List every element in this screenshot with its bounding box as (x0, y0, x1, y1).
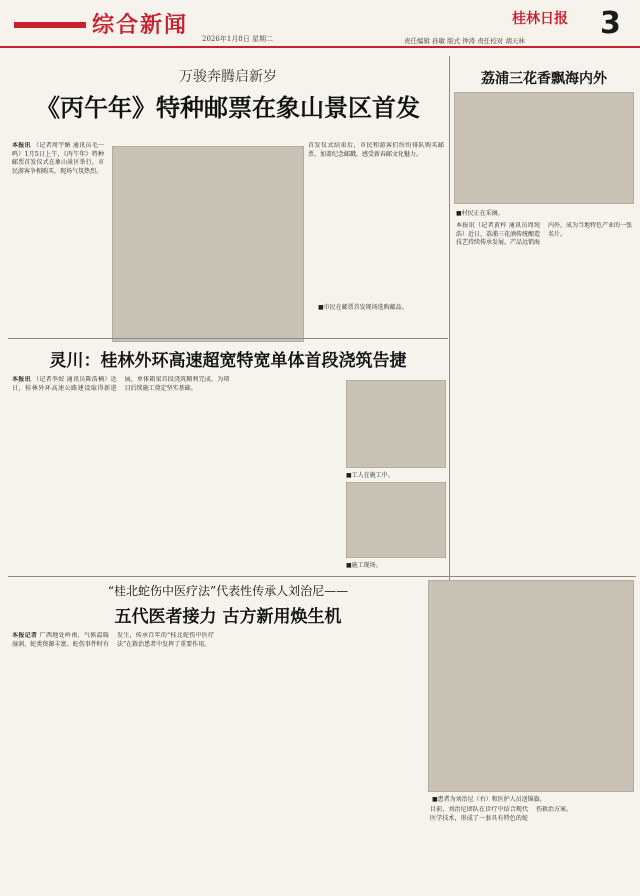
photo-caption: ■市民在邮票首发现场选购邮品。 (318, 304, 408, 311)
article-byline: 本报讯 (12, 142, 31, 149)
article-stamp-launch (8, 56, 448, 338)
article-headline: 荔浦三花香飘海内外 (481, 71, 607, 87)
date-line: 2026年1月8日 星期二 (202, 35, 273, 43)
article-paragraph: 本报讯（记者黄梓 通讯员周纯浩）近日，荔浦三花酒传统酿造技艺持续传承发展，产品远销海内外，成为当地特色产业的一张名片。 (456, 222, 632, 247)
section-bar (14, 22, 86, 28)
article-headline: 五代医者接力 古方新用焕生机 (114, 607, 342, 627)
section-divider (8, 338, 448, 339)
article-paragraph: （记者李姣 通讯员陈浩楠）近日，桂林外环高速公路建设取得新进展，单体箱梁首段浇筑顺利完成，为项目后续施工奠定坚实基础。 (12, 376, 230, 392)
article-photo (112, 146, 304, 342)
photo-caption: ■施工现场。 (346, 562, 382, 569)
page-number: 3 (600, 6, 621, 41)
section-divider (8, 576, 636, 577)
article-byline: 本报讯 (12, 376, 31, 383)
article-paragraph: 目前，刘治尼团队在诊疗中结合现代医学技术，形成了一套具有特色的蛇伤救治方案。 (430, 806, 573, 822)
credits: 责任编辑 孙敏 版式 钟涛 责任校对 胡天林 (404, 37, 525, 45)
article-kicker: “桂北蛇伤中医疗法”代表性传承人刘治尼—— (107, 584, 349, 598)
article-body (12, 376, 342, 572)
article-paragraph: 首发仪式结束后，市民和游客们纷纷排队购买邮票、加盖纪念邮戳，感受新春邮文化魅力。 (308, 142, 444, 158)
article-paragraph: （记者周宇媚 通讯员毛一鸣）1月5日上午，《丙午年》特种邮票首发仪式在象山景区举行，市民游客争相购买，现场气氛热烈。 (12, 142, 104, 175)
article-highway (8, 340, 448, 574)
article-photo (454, 92, 634, 204)
photo-caption: ■村民正在采摘。 (456, 210, 504, 217)
article-snakebite (8, 580, 636, 892)
article-body-continued (308, 142, 444, 292)
article-body (12, 632, 424, 888)
photo-caption: ■患者为刘治尼（右）和医护人员送锦旗。 (432, 796, 546, 803)
article-sanhua (452, 56, 636, 596)
column-divider (449, 56, 450, 596)
article-photo (428, 580, 634, 792)
article-headline: 《丙午年》特种邮票在象山景区首发 (36, 94, 420, 122)
article-photo (346, 482, 446, 558)
article-body-continued (430, 806, 634, 888)
photo-caption: ■工人在施工中。 (346, 472, 394, 479)
article-paragraph: 广西地处岭南，气候温暖湿润，蛇类资源丰富。蛇伤事件时有发生，传承百年的“桂北蛇伤中医疗法”在救治患者中发挥了重要作用。 (12, 632, 214, 648)
article-byline: 本报记者 (12, 632, 38, 639)
article-headline: 灵川：桂林外环高速超宽特宽单体首段浇筑告捷 (49, 351, 407, 371)
masthead (0, 0, 640, 48)
article-body (456, 222, 632, 590)
paper-name: 桂林日报 (512, 11, 568, 27)
article-photo (346, 380, 446, 468)
article-kicker: 万骏奔腾启新岁 (179, 69, 277, 85)
section-name: 综合新闻 (92, 13, 189, 38)
article-body (12, 142, 104, 332)
